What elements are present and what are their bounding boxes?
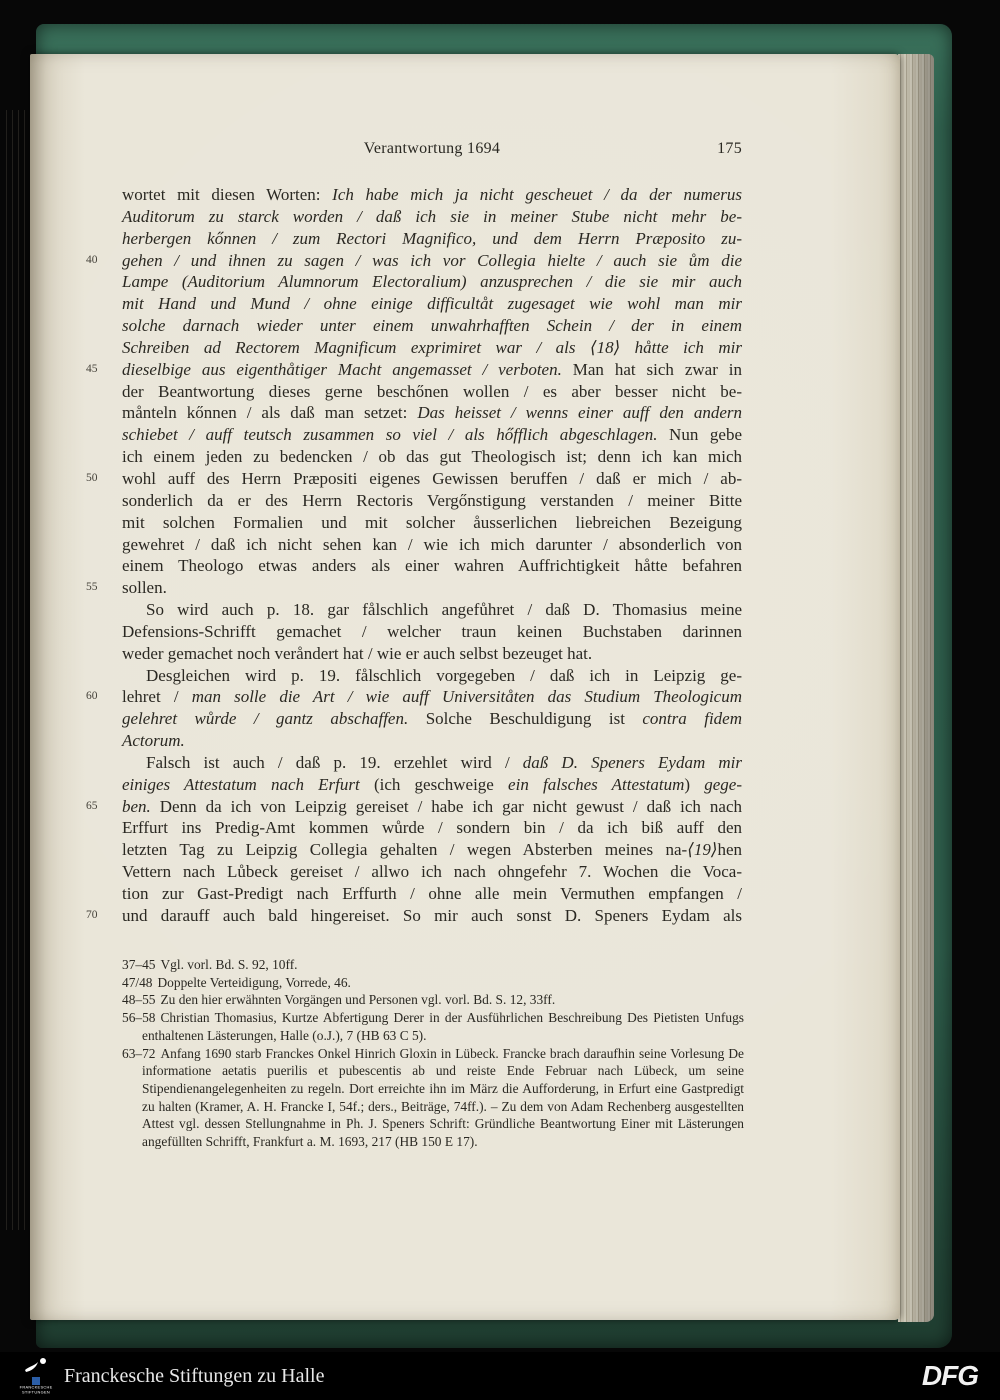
running-title: Verantwortung 1694 bbox=[363, 140, 501, 157]
footnote-ref: 37–45 bbox=[122, 957, 156, 972]
bird-sun-icon bbox=[23, 1356, 49, 1376]
line-number: 50 bbox=[86, 471, 98, 484]
text-line: gewehret / daß ich nicht sehen kan / wie ich mich darunter / absonderlich von bbox=[122, 534, 742, 554]
footnote-ref: 47/48 bbox=[122, 974, 153, 990]
footnote: 37–45 Vgl. vorl. Bd. S. 92, 10ff. bbox=[122, 957, 298, 972]
text-line: månteln kőnnen / als daß man setzet: Das heisset / wenns einer auff den andern bbox=[122, 403, 742, 423]
text-line: herbergen kőnnen / zum Rectori Magnifico, und dem Herrn Præposito zu- bbox=[122, 228, 742, 248]
running-head bbox=[122, 140, 742, 162]
text-line: 55 sollen. bbox=[86, 578, 167, 598]
text-line: Actorum. bbox=[122, 731, 185, 751]
footer-bar bbox=[0, 1352, 1000, 1400]
franckesche-stiftungen-logo bbox=[16, 1354, 56, 1398]
footnote: 47/48 Doppelte Verteidigung, Vorrede, 46. bbox=[122, 974, 351, 990]
page bbox=[30, 54, 900, 1320]
text-line: solche darnach wieder unter einem unwahrhafften Schein / der in einem bbox=[122, 316, 742, 336]
text-line: ich einem jeden zu bedencken / ob das gut Theologisch ist; denn ich kan mich bbox=[122, 447, 742, 467]
text-line: Defensions-Schrifft gemachet / welcher traun keinen Buchstaben darinnen bbox=[122, 621, 742, 641]
text-line: Auditorum zu starck worden / daß ich sie in meiner Stube nicht mehr be- bbox=[122, 206, 742, 226]
text-line: schiebet / auff teutsch zusammen so viel / als hőfflich abgeschlagen. Nun gebe bbox=[122, 425, 743, 445]
footnote-ref: 48–55 bbox=[122, 992, 156, 1008]
text-line: einem Theologo etwas anders als einer wahren Auffrichtigkeit håtte befahren bbox=[122, 556, 742, 576]
text-line: 50 wohl auff des Herrn Præpositi eigenes Gewissen beruffen / daß er mich / ab- bbox=[86, 468, 742, 488]
body-lines bbox=[86, 184, 743, 927]
text-line: der Beantwortung dieses gerne beschőnen wollen / es aber besser nicht be- bbox=[122, 381, 742, 401]
footnote: 63–72 Anfang 1690 starb Franckes Onkel Hinrich Gloxin in Lübeck. Francke brach daraufhin seine Vorlesung De informatione aetatis puerilis et pubescentis ab und reiste Ende Februar nach Lübeck, um seine Stipendienangelegenheiten zu regeln. Dort erreichte ihn im März die Aufforderung, in Erfurt eine Gastpredigt zu halten (Kramer, A. H. Francke I, 54f.; ders., Beiträge, 74ff.). – Zu dem von Adam Rechenberg ausgestellten Attest vgl. dessen Stellungnahme in Ph. J. Speners Schrift: Gründliche Beantwortung Einer mit Lästerungen angefüllten Schrifft, Frankfurt a. M. 1693, 217 (HB 150 E 17). bbox=[122, 1045, 744, 1150]
logo-text-line2: STIFTUNGEN bbox=[21, 1390, 51, 1395]
footnote-ref: 63–72 bbox=[122, 1045, 156, 1061]
line-number: 40 bbox=[86, 253, 98, 266]
footnote-ref: 56–58 bbox=[122, 1010, 156, 1026]
text-line: 40 gehen / und ihnen zu sagen / was ich vor Collegia hielte / auch sie ům die bbox=[86, 250, 742, 270]
text-line: 60 lehret / man solle die Art / wie auff Universitåten das Studium Theologicum bbox=[86, 687, 742, 707]
text-line: weder gemachet noch veråndert hat / wie er auch selbst bezeuget hat. bbox=[122, 643, 593, 663]
text-line: tion zur Gast-Predigt nach Erffurth / ohne alle mein Vermuthen empfangen / bbox=[122, 884, 742, 903]
text-line: Vettern nach Lůbeck gereiset / allwo ich nach ohngefehr 7. Wochen die Voca- bbox=[122, 862, 742, 882]
gutter-page-edges bbox=[6, 110, 28, 1230]
line-number: 45 bbox=[86, 362, 98, 375]
text-line: 45 dieselbige aus eigenthåtiger Macht angemasset / verboten. Man hat sich zwar in bbox=[86, 359, 742, 379]
line-number: 65 bbox=[86, 799, 98, 812]
text-line: 65 ben. Denn da ich von Leipzig gereiset / habe ich gar nicht gewust / daß ich nach bbox=[86, 796, 742, 816]
text-line: wortet mit diesen Worten: Ich habe mich ja nicht gescheuet / da der numerus bbox=[122, 185, 742, 204]
text-line: 70 und darauff auch bald hingereiset. So mir auch sonst D. Speners Eydam als bbox=[86, 905, 742, 925]
text-line: mit Hand und Mund / ohne einige difficultåt zugesaget wie wohl man mir bbox=[122, 294, 742, 314]
text-line: mit solchen Formalien und mit solcher åusserlichen liebreichen Bezeigung bbox=[122, 512, 742, 532]
dfg-logo: DFG bbox=[921, 1360, 978, 1391]
text-line: Erffurt ins Predig-Amt kommen wůrde / sondern bin / da ich biß auff den bbox=[122, 818, 742, 838]
text-line: letzten Tag zu Leipzig Collegia gehalten / wegen Absterben meines na-⟨19⟩hen bbox=[122, 840, 742, 860]
line-number: 70 bbox=[86, 908, 98, 921]
footnote: 56–58 Christian Thomasius, Kurtze Abfertigung Derer in der Ausführlichen Beschreibung Des Pietisten Unfugs enthaltenen Lästerungen, Halle (o.J.), 7 (HB 63 C 5). bbox=[122, 1010, 744, 1043]
footnotes bbox=[122, 956, 744, 1151]
text-line: Lampe (Auditorium Alumnorum Electoralium) anzusprechen / die sie mir auch bbox=[122, 272, 742, 292]
text-line: So wird auch p. 18. gar fålschlich angefůhret / daß D. Thomasius meine bbox=[146, 600, 742, 620]
logo-blue-mark bbox=[32, 1377, 40, 1385]
text-line: Schreiben ad Rectorem Magnificum exprimiret war / als ⟨18⟩ håtte ich mir bbox=[122, 337, 742, 357]
page-number: 175 bbox=[717, 140, 742, 157]
institution-name: Franckesche Stiftungen zu Halle bbox=[64, 1364, 325, 1387]
line-number: 55 bbox=[86, 581, 98, 594]
line-number: 60 bbox=[86, 690, 98, 703]
footnote: 48–55 Zu den hier erwähnten Vorgängen und Personen vgl. vorl. Bd. S. 12, 33ff. bbox=[122, 992, 556, 1008]
text-line: Desgleichen wird p. 19. fålschlich vorgegeben / daß ich in Leipzig ge- bbox=[146, 665, 742, 685]
page-edge-stack bbox=[898, 54, 934, 1322]
text-line: Falsch ist auch / daß p. 19. erzehlet wird / daß D. Speners Eydam mir bbox=[146, 752, 742, 772]
text-line: einiges Attestatum nach Erfurt (ich geschweige ein falsches Attestatum) gege- bbox=[122, 774, 742, 794]
text-line: gelehret wůrde / gantz abschaffen. Solche Beschuldigung ist contra fidem bbox=[122, 709, 743, 729]
text-line: sonderlich da er des Herrn Rectoris Vergőnstigung verstanden / meiner Bitte bbox=[122, 490, 742, 510]
logo-text-line1: FRANCKESCHE bbox=[19, 1385, 53, 1390]
